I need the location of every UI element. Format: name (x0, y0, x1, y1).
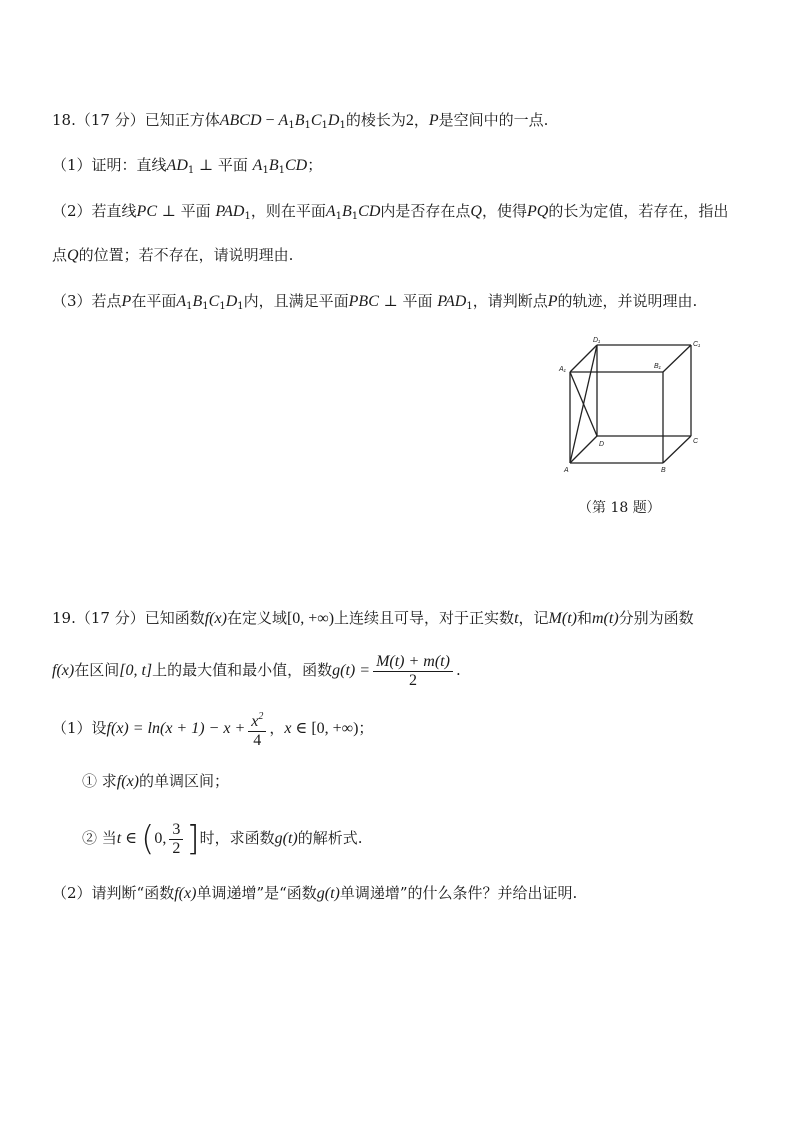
text: 内是否存在点 (380, 202, 471, 220)
domain: ∈ [0, +∞) (291, 720, 359, 737)
edge-length: 2 (405, 112, 414, 129)
plane: C (208, 293, 220, 310)
arg: (t) (282, 830, 298, 847)
arg: (t) = (340, 662, 371, 679)
text: 在区间 (74, 661, 120, 679)
var-t: t (514, 610, 519, 627)
plane: B (342, 203, 352, 220)
text: ⊥ 平面 (378, 292, 438, 310)
q19-intro-line2 (52, 650, 461, 691)
interval: [0, t] (119, 662, 153, 679)
sub: 1 (186, 301, 193, 312)
label-D: D (599, 441, 605, 448)
text: 分别为函数 (618, 609, 694, 627)
label-A: A (564, 467, 569, 474)
text: 在平面 (131, 292, 177, 310)
q19-part2 (52, 883, 577, 904)
edge-B1C1 (663, 345, 691, 372)
sup: 2 (258, 711, 264, 722)
q18-part3 (52, 291, 697, 317)
text: 点 (52, 246, 68, 264)
left-paren: ( (141, 819, 155, 859)
text: ① 求 (82, 772, 117, 790)
expression: (x) = ln(x + 1) − x + (111, 720, 246, 737)
cube-figure (555, 335, 715, 480)
label-C1: C₁ (693, 341, 701, 348)
sub: 1 (244, 211, 251, 222)
plane-PBC: PBC (348, 293, 379, 310)
edge-AD (570, 436, 597, 463)
arg: (x) (121, 773, 139, 790)
text: （2）请判断“函数 (52, 884, 175, 902)
q18-intro (52, 110, 548, 136)
sub: 1 (202, 301, 209, 312)
denominator: 2 (409, 671, 417, 689)
label-C: C (693, 438, 699, 445)
sub: 1 (335, 211, 343, 222)
plane: CD (284, 157, 308, 174)
text: 的解析式. (297, 829, 363, 847)
three-halves (169, 821, 183, 858)
label-B: B (661, 467, 666, 474)
label-B1: B₁ (654, 363, 661, 370)
sub: 1 (278, 165, 285, 176)
numerator: 3 (169, 821, 183, 840)
sub: 1 (187, 165, 195, 176)
q18-score-text: （17 分）已知正方体 (75, 111, 220, 129)
q19-sub1 (82, 771, 229, 792)
cube-base: ABCD (219, 112, 262, 129)
text: 的棱长为 (345, 111, 406, 129)
label-D1: D₁ (593, 337, 601, 344)
cube-A1: A (278, 112, 289, 129)
plane: B (268, 157, 279, 174)
numerator: M(t) + m(t) (373, 653, 453, 672)
q18-part2-line2 (52, 245, 293, 266)
text: 和 (576, 609, 592, 627)
q19-number: 19. (52, 609, 76, 627)
point-P: P (428, 112, 439, 129)
g-fraction (373, 653, 453, 690)
point-Q: Q (67, 247, 79, 264)
plane: A (176, 293, 187, 310)
point-P: P (121, 293, 132, 310)
text: 的单调区间； (139, 772, 230, 790)
sub: 1 (288, 120, 295, 131)
var-t: t (116, 830, 122, 847)
q19-intro-line1 (52, 608, 694, 629)
plane: A (325, 203, 336, 220)
func-g: g (274, 830, 283, 847)
text: 是空间中的一点. (438, 111, 549, 129)
text: （17 分）已知函数 (75, 609, 205, 627)
sub: 1 (219, 301, 226, 312)
text: ② 当 (82, 829, 117, 847)
func-m: m (591, 610, 604, 627)
sub: 1 (262, 165, 269, 176)
text: . (455, 661, 461, 679)
text: 的长为定值，若存在，指出 (548, 202, 729, 220)
x2-over-4 (248, 708, 266, 750)
text: ， (413, 111, 429, 129)
q19-sub2 (82, 818, 363, 859)
edge-BC (663, 436, 691, 463)
dash: − (261, 112, 279, 129)
q18-part1 (52, 155, 322, 181)
text: ，则在平面 (250, 202, 326, 220)
q18-part2-line1 (52, 201, 728, 227)
segment-PQ: PQ (527, 203, 549, 220)
func-g: g (332, 662, 341, 679)
sub: 1 (351, 211, 359, 222)
edge-A1D1 (570, 345, 597, 372)
func-f: f (204, 610, 210, 627)
text: 内，且满足平面 (243, 292, 349, 310)
text: 时，求函数 (199, 829, 275, 847)
plane-PAD1: PAD (215, 203, 245, 220)
x: x (251, 713, 259, 730)
sub: 1 (321, 120, 328, 131)
point-Q: Q (470, 203, 482, 220)
text: 的轨迹，并说明理由. (557, 292, 698, 310)
cube-C1: C (310, 112, 322, 129)
label-A1: A₁ (559, 366, 566, 373)
right-bracket: ] (186, 819, 200, 859)
sub: 1 (237, 301, 244, 312)
plane: CD (358, 203, 381, 220)
text: ⊥ 平面 (157, 202, 216, 220)
in: ∈ (121, 830, 142, 847)
func-f: f (106, 720, 111, 737)
func-f: f (174, 885, 179, 902)
plane: B (192, 293, 203, 310)
diagonal-A1D (570, 372, 597, 436)
func-M: M (548, 610, 562, 627)
q18-number: 18. (52, 111, 76, 129)
text: ，使得 (481, 202, 527, 220)
text: （2）若直线 (52, 202, 137, 220)
numerator (248, 708, 266, 732)
cube-B1: B (294, 112, 305, 129)
zero: 0, (154, 830, 167, 847)
text: 的位置；若不存在，请说明理由. (78, 246, 294, 264)
text: 上的最大值和最小值，函数 (152, 661, 333, 679)
sub: 1 (339, 120, 346, 131)
text: 单调递增”是“函数 (196, 884, 317, 902)
denominator: 4 (253, 732, 262, 749)
func-f: f (52, 662, 57, 679)
text: ，请判断点 (472, 292, 548, 310)
arg: (t) (561, 610, 577, 627)
var-x: x (284, 720, 292, 737)
q19-part1 (52, 708, 373, 750)
plane: D (225, 293, 238, 310)
text: ，记 (518, 609, 549, 627)
text: 单调递增”的什么条件？并给出证明. (339, 884, 578, 902)
text: 在定义域 (226, 609, 287, 627)
plane-PAD1: PAD (437, 293, 467, 310)
arg: (x) (209, 610, 227, 627)
func-g: g (316, 885, 325, 902)
sub: 1 (466, 301, 473, 312)
line-AD1: AD (166, 157, 188, 174)
text: ； (307, 156, 323, 174)
arg: (x) (56, 662, 75, 679)
func-f: f (116, 773, 122, 790)
line-PC: PC (136, 203, 157, 220)
text: （1）设 (52, 719, 107, 737)
text: 上连续且可导，对于正实数 (334, 609, 515, 627)
point-P: P (547, 293, 558, 310)
domain: [0, +∞) (286, 610, 335, 627)
text: ⊥ 平面 (194, 156, 253, 174)
cube-D1: D (327, 112, 340, 129)
arg: (t) (324, 885, 340, 902)
text: （3）若点 (52, 292, 122, 310)
sub: 1 (304, 120, 311, 131)
arg: (t) (603, 610, 619, 627)
text: ， (269, 719, 285, 737)
arg: (x) (178, 885, 197, 902)
plane: A (252, 157, 263, 174)
text: ； (358, 719, 374, 737)
text: （1）证明：直线 (52, 156, 167, 174)
cube-edges (570, 345, 691, 463)
figure-caption: （第 18 题） (578, 500, 661, 516)
denominator: 2 (172, 839, 181, 857)
